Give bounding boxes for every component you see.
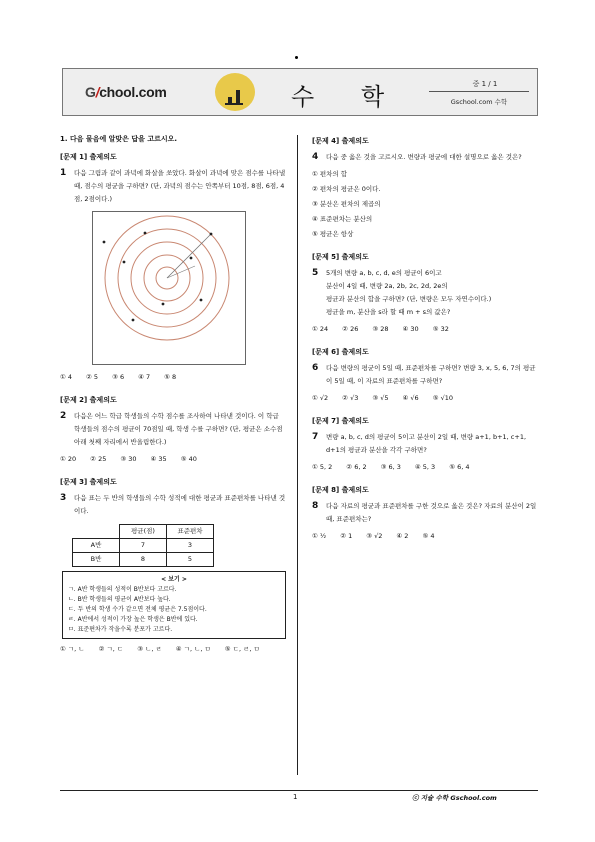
q4-option-5[interactable]: ⑤ 평균은 항상 xyxy=(312,230,354,238)
section-title: 1. 다음 물음에 알맞은 답을 고르시오. xyxy=(60,135,178,143)
q3-box-line: ㄴ. B반 학생들의 평균이 A반보다 높다. xyxy=(68,596,171,603)
question-7 xyxy=(312,431,538,457)
question-3 xyxy=(60,492,286,518)
q3-head: [문제 3] 출제의도 xyxy=(60,478,117,486)
right-column xyxy=(312,133,538,553)
subject-char-1: 수 xyxy=(291,83,315,111)
q3-table-cell: 8 xyxy=(120,553,167,567)
q6-text: 다음 변량의 평균이 5일 때, 표준편차를 구하면? 변량 3, x, 5, 6, 7의 평균이 5일 때, 이 자료의 표준편차를 구하면? xyxy=(326,364,536,385)
q1-option-5[interactable]: ⑤ 8 xyxy=(164,373,177,381)
q3-table-cell: 7 xyxy=(120,539,167,553)
chart-emblem-icon xyxy=(215,73,255,111)
q3-example-box xyxy=(62,571,286,639)
q4-head: [문제 4] 출제의도 xyxy=(312,137,369,145)
q6-option-4[interactable]: ④ √6 xyxy=(402,394,419,402)
q2-number: 2 xyxy=(60,411,67,421)
q3-table-cell: A반 xyxy=(73,539,120,553)
q5-number: 5 xyxy=(312,268,319,278)
q7-option-3[interactable]: ③ 6, 3 xyxy=(380,463,401,471)
q1-head: [문제 1] 출제의도 xyxy=(60,153,117,161)
q3-table-cell: 3 xyxy=(167,539,214,553)
q2-options xyxy=(60,453,286,466)
top-dot xyxy=(295,56,298,59)
page-number: 1 xyxy=(293,793,298,801)
q5-options xyxy=(312,323,538,336)
q5-option-3[interactable]: ③ 28 xyxy=(372,325,389,333)
q8-number: 8 xyxy=(312,501,319,511)
q6-option-5[interactable]: ⑤ √10 xyxy=(432,394,453,402)
q8-option-1[interactable]: ① ½ xyxy=(312,532,327,540)
q8-option-4[interactable]: ④ 2 xyxy=(396,532,409,540)
q4-options xyxy=(312,168,538,241)
q2-head: [문제 2] 출제의도 xyxy=(60,396,117,404)
q5-option-4[interactable]: ④ 30 xyxy=(402,325,419,333)
question-6 xyxy=(312,362,538,388)
q5-option-1[interactable]: ① 24 xyxy=(312,325,329,333)
q1-text: 다음 그림과 같이 과녁에 화살을 쏘았다. 화살이 과녁에 맞은 점수를 나타낼 때, 점수의 평균을 구하면? (단, 과녁의 점수는 안쪽부터 10점, 8점, 6점, 4점, 2점이다.) xyxy=(74,169,286,203)
q5-head: [문제 5] 출제의도 xyxy=(312,253,369,261)
q7-option-2[interactable]: ② 6, 2 xyxy=(346,463,367,471)
q1-option-4[interactable]: ④ 7 xyxy=(138,373,151,381)
q7-number: 7 xyxy=(312,432,319,442)
q3-option-5[interactable]: ⑤ ㄷ, ㄹ, ㅁ xyxy=(224,645,260,653)
q3-number: 3 xyxy=(60,493,67,503)
q1-option-2[interactable]: ② 5 xyxy=(86,373,99,381)
q7-text: 변량 a, b, c, d의 평균이 5이고 분산이 2일 때, 변량 a+1, b+1, c+1, d+1의 평균과 분산을 각각 구하면? xyxy=(326,433,527,454)
target-figure xyxy=(92,211,246,365)
q2-option-2[interactable]: ② 25 xyxy=(90,455,107,463)
q3-option-2[interactable]: ② ㄱ, ㄷ xyxy=(98,645,124,653)
q7-options xyxy=(312,461,538,474)
q1-options xyxy=(60,371,286,384)
q6-options xyxy=(312,392,538,405)
q6-option-3[interactable]: ③ √5 xyxy=(372,394,389,402)
column-divider xyxy=(297,135,298,775)
left-column xyxy=(60,133,286,666)
q8-head: [문제 8] 출제의도 xyxy=(312,486,369,494)
grade-divider xyxy=(429,91,529,92)
grade-sub-label: Gschool.com 수학 xyxy=(450,98,508,106)
q3-box-line: ㄱ. A반 학생들의 성적이 B반보다 고르다. xyxy=(68,586,177,593)
q1-option-3[interactable]: ③ 6 xyxy=(112,373,125,381)
q4-option-3[interactable]: ③ 분산은 편차의 제곱의 xyxy=(312,200,381,208)
q7-option-5[interactable]: ⑤ 6, 4 xyxy=(449,463,470,471)
q4-text: 다음 중 옳은 것을 고르시오. 변량과 평균에 대한 설명으로 옳은 것은? xyxy=(326,153,522,161)
q5-option-2[interactable]: ② 26 xyxy=(342,325,359,333)
question-2 xyxy=(60,410,286,449)
q4-option-2[interactable]: ② 편차의 평균은 0이다. xyxy=(312,185,381,193)
q7-option-4[interactable]: ④ 5, 3 xyxy=(414,463,436,471)
q3-option-1[interactable]: ① ㄱ, ㄴ xyxy=(60,645,85,653)
q2-option-1[interactable]: ① 20 xyxy=(60,455,77,463)
q4-option-4[interactable]: ④ 표준편차는 분산의 xyxy=(312,215,373,223)
q8-option-5[interactable]: ⑤ 4 xyxy=(422,532,435,540)
q8-text: 다음 자료의 평균과 표준편차를 구한 것으로 옳은 것은? 자료의 분산이 2일 때, 표준편차는? xyxy=(326,502,537,523)
q3-box-line: ㅁ. 표준편차가 작을수록 분포가 고르다. xyxy=(68,626,173,633)
q6-option-2[interactable]: ② √3 xyxy=(342,394,359,402)
grade-label: 중 1 / 1 xyxy=(472,80,498,88)
q3-option-4[interactable]: ④ ㄱ, ㄴ, ㅁ xyxy=(175,645,211,653)
q3-option-3[interactable]: ③ ㄴ, ㄹ xyxy=(137,645,162,653)
subject-char-2: 학 xyxy=(361,83,385,111)
q7-option-1[interactable]: ① 5, 2 xyxy=(312,463,333,471)
q3-options xyxy=(60,643,286,656)
q4-number: 4 xyxy=(312,152,319,162)
q5-text-2: 분산이 4일 때, 변량 2a, 2b, 2c, 2d, 2e의 xyxy=(326,282,448,290)
q8-options xyxy=(312,530,538,543)
q1-option-1[interactable]: ① 4 xyxy=(60,373,73,381)
q1-number: 1 xyxy=(60,168,67,178)
q3-text: 다음 표는 두 반의 학생들의 수학 성적에 대한 평균과 표준편차를 나타낸 것이다. xyxy=(74,494,286,515)
q4-option-1[interactable]: ① 편차의 합 xyxy=(312,170,348,178)
footer-note: ⓒ 지슐 수학 Gschool.com xyxy=(412,794,497,802)
question-4 xyxy=(312,151,538,164)
question-8 xyxy=(312,500,538,526)
q2-option-4[interactable]: ④ 35 xyxy=(150,455,167,463)
question-5 xyxy=(312,267,538,319)
q5-text-3: 평균과 분산의 합을 구하면? (단, 변량은 모두 자연수이다.) xyxy=(326,295,492,303)
gschool-logo: G/chool.com xyxy=(85,84,167,100)
page-header xyxy=(62,68,538,116)
q5-text-4: 평균을 m, 분산을 s라 할 때 m + s의 값은? xyxy=(326,308,451,316)
q8-option-2[interactable]: ② 1 xyxy=(340,532,353,540)
q2-text: 다음은 어느 학급 학생들의 수학 점수를 조사하여 나타낸 것이다. 이 학급 학생들의 점수의 평균이 70점일 때, 학생 수를 구하면? (단, 평균은 소수점 아래 첫째 자리에서 반올림한다.) xyxy=(74,412,283,446)
q3-box-line: ㄹ. A반에서 성적이 가장 높은 학생은 B반에 있다. xyxy=(68,616,198,623)
q6-head: [문제 6] 출제의도 xyxy=(312,348,369,356)
q7-head: [문제 7] 출제의도 xyxy=(312,417,369,425)
target-rings-image xyxy=(93,212,245,364)
q2-option-5[interactable]: ⑤ 40 xyxy=(180,455,197,463)
q3-box-line: ㄷ. 두 반의 학생 수가 같으면 전체 평균은 7.5점이다. xyxy=(68,606,207,613)
q3-table xyxy=(72,524,214,567)
q3-table-cell: B반 xyxy=(73,553,120,567)
q6-option-1[interactable]: ① √2 xyxy=(312,394,329,402)
q3-table-header-1: 평균(점) xyxy=(120,525,167,539)
footer-rule xyxy=(60,790,538,791)
q2-option-3[interactable]: ③ 30 xyxy=(120,455,137,463)
question-1 xyxy=(60,167,286,206)
q3-table-cell: 5 xyxy=(167,553,214,567)
q3-table-header-2: 표준편차 xyxy=(167,525,214,539)
q5-text-1: 5개의 변량 a, b, c, d, e의 평균이 6이고 xyxy=(326,269,442,277)
q6-number: 6 xyxy=(312,363,319,373)
q3-box-title: < 보기 > xyxy=(161,576,187,583)
q8-option-3[interactable]: ③ √2 xyxy=(366,532,383,540)
q3-table-header-0 xyxy=(73,525,120,539)
q5-option-5[interactable]: ⑤ 32 xyxy=(432,325,449,333)
